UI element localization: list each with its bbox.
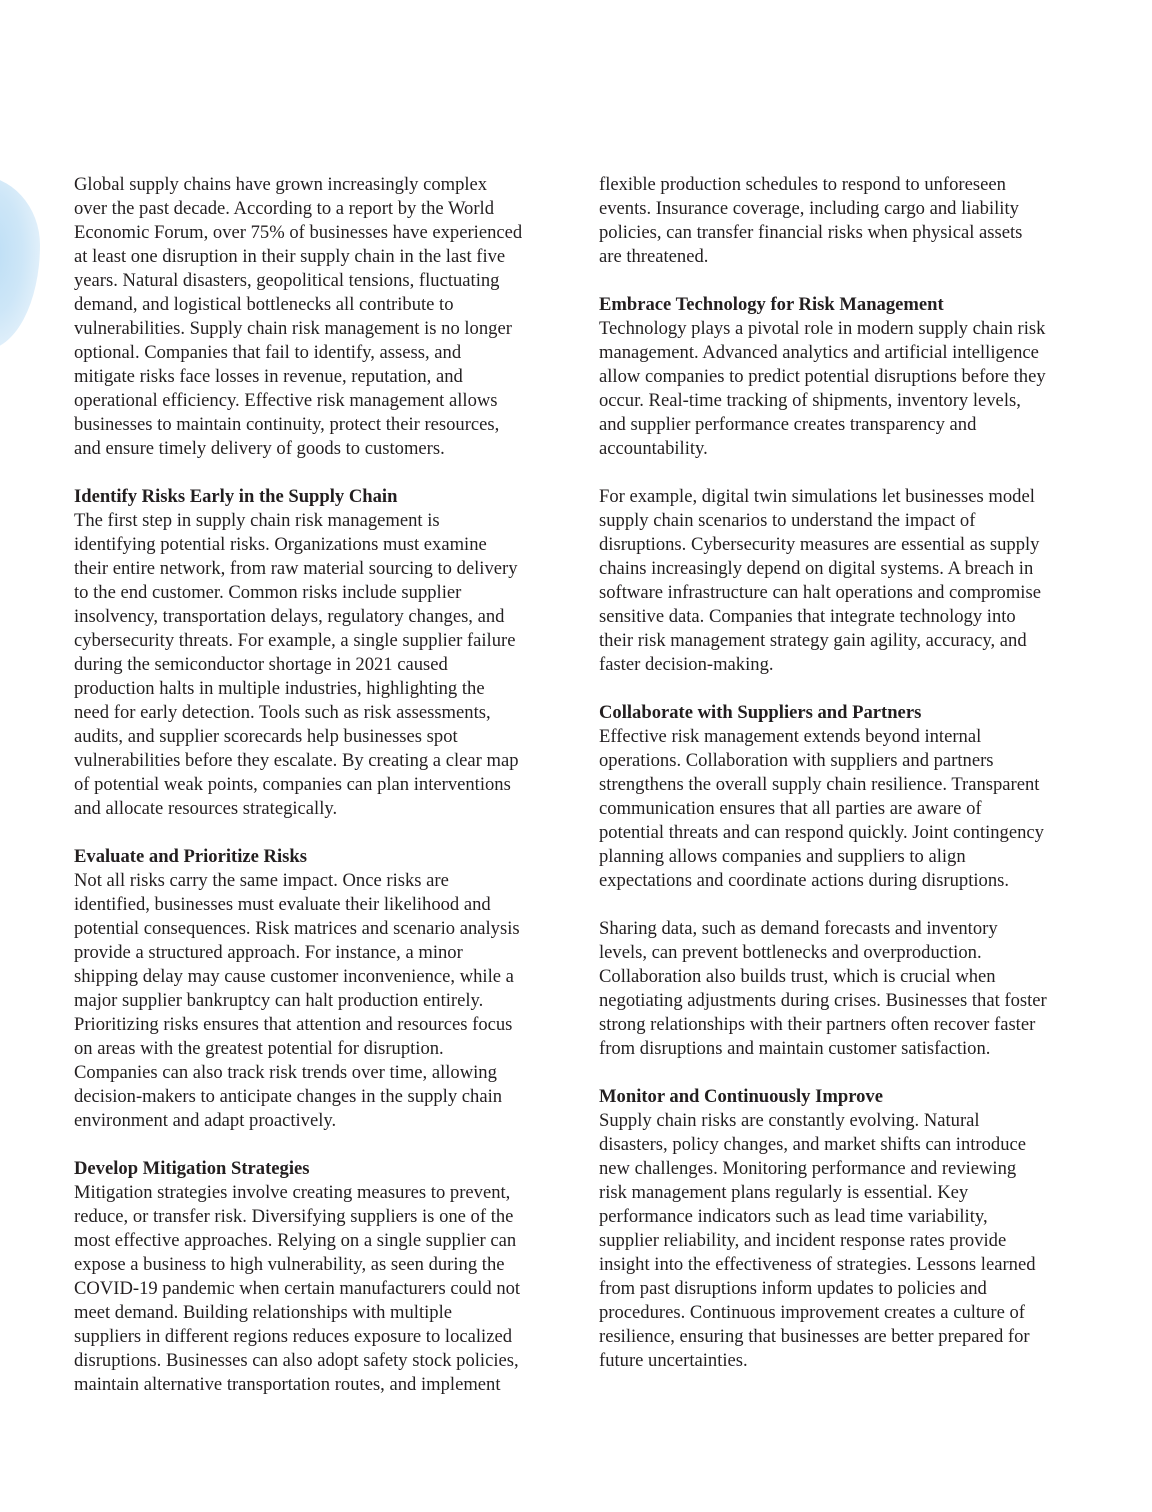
text-line: COVID-19 pandemic when certain manufacturers could not — [74, 1278, 521, 1299]
text-line: strengthens the overall supply chain resilience. Transparent — [599, 774, 1040, 795]
text-line: strong relationships with their partners often recover faster — [599, 1014, 1036, 1035]
text-line: potential threats and can respond quickly. Joint contingency — [599, 822, 1044, 843]
text-line: Companies can also track risk trends over time, allowing — [74, 1062, 497, 1083]
section-heading: Embrace Technology for Risk Management — [599, 294, 944, 315]
paragraph-gap — [599, 461, 1089, 485]
text-line: optional. Companies that fail to identify, assess, and — [74, 342, 462, 363]
text-line: potential consequences. Risk matrices and scenario analysis — [74, 918, 520, 939]
paragraph-gap — [599, 269, 1089, 293]
text-line: Collaboration also builds trust, which is crucial when — [599, 966, 996, 987]
section — [599, 701, 1089, 893]
text-line: Supply chain risks are constantly evolving. Natural — [599, 1110, 980, 1131]
text-line: procedures. Continuous improvement creates a culture of — [599, 1302, 1025, 1323]
right-column — [599, 173, 1089, 1373]
text-line: and supplier performance creates transparency and — [599, 414, 977, 435]
text-line: identified, businesses must evaluate their likelihood and — [74, 894, 491, 915]
text-line: and ensure timely delivery of goods to customers. — [74, 438, 445, 459]
text-line: events. Insurance coverage, including cargo and liability — [599, 198, 1019, 219]
text-line: disruptions. Businesses can also adopt safety stock policies, — [74, 1350, 519, 1371]
paragraph-gap — [599, 677, 1089, 701]
section-heading: Monitor and Continuously Improve — [599, 1086, 883, 1107]
text-line: Mitigation strategies involve creating measures to prevent, — [74, 1182, 511, 1203]
text-line: policies, can transfer financial risks when physical assets — [599, 222, 1023, 243]
text-line: major supplier bankruptcy can halt production entirely. — [74, 990, 484, 1011]
text-line: during the semiconductor shortage in 2021 caused — [74, 654, 448, 675]
text-line: and allocate resources strategically. — [74, 798, 338, 819]
text-line: on areas with the greatest potential for disruption. — [74, 1038, 444, 1059]
text-line: their risk management strategy gain agility, accuracy, and — [599, 630, 1027, 651]
text-line: demand, and logistical bottlenecks all contribute to — [74, 294, 454, 315]
text-line: mitigate risks face losses in revenue, reputation, and — [74, 366, 463, 387]
text-line: maintain alternative transportation routes, and implement — [74, 1374, 501, 1395]
text-line: from disruptions and maintain customer satisfaction. — [599, 1038, 991, 1059]
paragraph-gap — [74, 1133, 564, 1157]
text-line: of potential weak points, companies can plan interventions — [74, 774, 511, 795]
text-line: to the end customer. Common risks include supplier — [74, 582, 462, 603]
text-line: future uncertainties. — [599, 1350, 748, 1371]
text-line: expectations and coordinate actions during disruptions. — [599, 870, 1009, 891]
text-line: Effective risk management extends beyond internal — [599, 726, 982, 747]
text-line: supply chain scenarios to understand the impact of — [599, 510, 976, 531]
paragraph — [599, 917, 1089, 1061]
blue-droplet-decoration — [0, 175, 40, 350]
text-line: disasters, policy changes, and market shifts can introduce — [599, 1134, 1027, 1155]
text-line: reduce, or transfer risk. Diversifying suppliers is one of the — [74, 1206, 514, 1227]
text-line: operational efficiency. Effective risk management allows — [74, 390, 498, 411]
section — [74, 1157, 564, 1397]
text-line: supplier reliability, and incident response rates provide — [599, 1230, 1007, 1251]
text-line: provide a structured approach. For instance, a minor — [74, 942, 463, 963]
section-heading: Develop Mitigation Strategies — [74, 1158, 310, 1179]
text-line: software infrastructure can halt operations and compromise — [599, 582, 1041, 603]
text-line: meet demand. Building relationships with multiple — [74, 1302, 453, 1323]
text-line: negotiating adjustments during crises. Businesses that foster — [599, 990, 1047, 1011]
text-line: environment and adapt proactively. — [74, 1110, 337, 1131]
text-line: Prioritizing risks ensures that attention and resources focus — [74, 1014, 513, 1035]
text-line: accountability. — [599, 438, 708, 459]
text-line: suppliers in different regions reduces exposure to localized — [74, 1326, 513, 1347]
text-line: faster decision-making. — [599, 654, 774, 675]
text-line: need for early detection. Tools such as risk assessments, — [74, 702, 491, 723]
text-line: their entire network, from raw material sourcing to delivery — [74, 558, 518, 579]
text-line: communication ensures that all parties are aware of — [599, 798, 982, 819]
text-line: risk management plans regularly is essential. Key — [599, 1182, 969, 1203]
text-line: production halts in multiple industries, highlighting the — [74, 678, 485, 699]
text-line: operations. Collaboration with suppliers and partners — [599, 750, 994, 771]
section-heading: Identify Risks Early in the Supply Chain — [74, 486, 398, 507]
text-line: from past disruptions inform updates to policies and — [599, 1278, 987, 1299]
paragraph-gap — [74, 821, 564, 845]
text-line: Economic Forum, over 75% of businesses have experienced — [74, 222, 523, 243]
paragraph-gap — [599, 1061, 1089, 1085]
text-line: Technology plays a pivotal role in modern supply chain risk — [599, 318, 1046, 339]
text-line: Not all risks carry the same impact. Once risks are — [74, 870, 449, 891]
section-heading: Evaluate and Prioritize Risks — [74, 846, 307, 867]
text-line: vulnerabilities. Supply chain risk management is no longer — [74, 318, 512, 339]
text-line: allow companies to predict potential disruptions before they — [599, 366, 1046, 387]
paragraph — [599, 485, 1089, 677]
paragraph-gap — [599, 893, 1089, 917]
text-line: over the past decade. According to a report by the World — [74, 198, 494, 219]
section — [74, 845, 564, 1133]
text-line: The first step in supply chain risk management is — [74, 510, 440, 531]
text-line: are threatened. — [599, 246, 709, 267]
text-line: management. Advanced analytics and artificial intelligence — [599, 342, 1039, 363]
section — [74, 485, 564, 821]
text-line: insight into the effectiveness of strategies. Lessons learned — [599, 1254, 1036, 1275]
text-line: identifying potential risks. Organizations must examine — [74, 534, 487, 555]
left-column — [74, 173, 564, 1397]
text-line: cybersecurity threats. For example, a single supplier failure — [74, 630, 516, 651]
text-line: audits, and supplier scorecards help businesses spot — [74, 726, 458, 747]
section-heading: Collaborate with Suppliers and Partners — [599, 702, 922, 723]
text-line: at least one disruption in their supply chain in the last five — [74, 246, 506, 267]
text-line: chains increasingly depend on digital systems. A breach in — [599, 558, 1034, 579]
paragraph-gap — [74, 461, 564, 485]
text-line: vulnerabilities before they escalate. By creating a clear map — [74, 750, 519, 771]
text-line: decision-makers to anticipate changes in the supply chain — [74, 1086, 503, 1107]
text-line: flexible production schedules to respond to unforeseen — [599, 174, 1006, 195]
text-line: performance indicators such as lead time variability, — [599, 1206, 988, 1227]
text-line: disruptions. Cybersecurity measures are essential as supply — [599, 534, 1040, 555]
section — [599, 293, 1089, 461]
text-line: For example, digital twin simulations let businesses model — [599, 486, 1035, 507]
paragraph — [74, 173, 564, 461]
text-line: new challenges. Monitoring performance and reviewing — [599, 1158, 1017, 1179]
text-line: resilience, ensuring that businesses are better prepared for — [599, 1326, 1030, 1347]
text-line: insolvency, transportation delays, regulatory changes, and — [74, 606, 505, 627]
text-line: levels, can prevent bottlenecks and overproduction. — [599, 942, 982, 963]
text-line: planning allows companies and suppliers to align — [599, 846, 966, 867]
text-line: Global supply chains have grown increasingly complex — [74, 174, 488, 195]
text-line: shipping delay may cause customer inconvenience, while a — [74, 966, 514, 987]
text-line: occur. Real-time tracking of shipments, inventory levels, — [599, 390, 1021, 411]
text-line: businesses to maintain continuity, protect their resources, — [74, 414, 500, 435]
section — [599, 1085, 1089, 1373]
text-line: expose a business to high vulnerability, as seen during the — [74, 1254, 505, 1275]
paragraph — [599, 173, 1089, 269]
text-line: years. Natural disasters, geopolitical tensions, fluctuating — [74, 270, 500, 291]
text-line: Sharing data, such as demand forecasts and inventory — [599, 918, 998, 939]
text-line: most effective approaches. Relying on a single supplier can — [74, 1230, 517, 1251]
text-line: sensitive data. Companies that integrate technology into — [599, 606, 1016, 627]
